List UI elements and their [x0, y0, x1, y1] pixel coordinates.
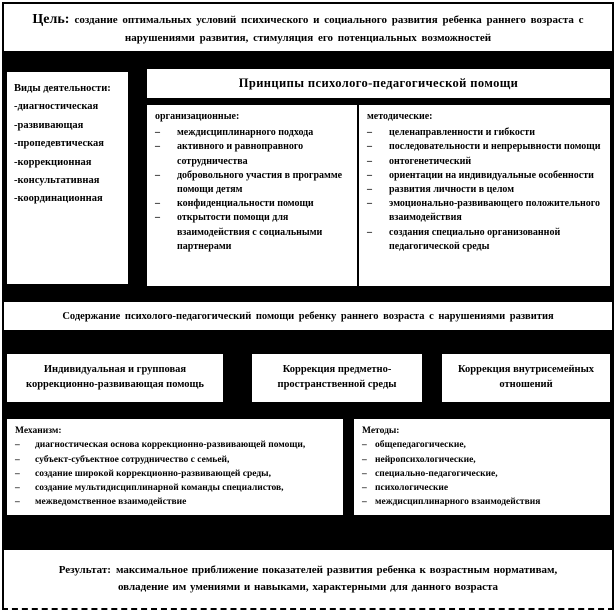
principles-title: Принципы психолого-педагогической помощи	[238, 76, 519, 90]
goal-box	[2, 2, 614, 53]
result-box	[2, 548, 614, 610]
content-band-text: Содержание психолого-педагогический помощи ребенку раннего возраста с нарушениями развития	[62, 310, 554, 322]
direction-box-text: Индивидуальная и групповая коррекционно-развивающая помощь	[26, 364, 204, 390]
principle-item: – междисциплинарного подхода	[155, 126, 353, 140]
dash-bullet: –	[367, 226, 372, 238]
mechanism-item: – межведомственное взаимодействие	[15, 495, 339, 509]
method-item: – специально-педагогические,	[362, 467, 606, 481]
principle-item: – развития личности в целом	[367, 183, 606, 197]
activity-item: -консультативная	[14, 174, 100, 186]
method-item: – психологические	[362, 481, 606, 495]
organizational-principles-column	[147, 105, 359, 286]
direction-box-environment-correction	[250, 352, 424, 404]
mechanism-item: – создание мультидисциплинарной команды специалистов,	[15, 481, 339, 495]
mechanism-item: – диагностическая основа коррекционно-развивающей помощи,	[15, 438, 339, 452]
dash-bullet: –	[367, 155, 372, 167]
dash-bullet: –	[155, 198, 160, 210]
principle-item: – последовательности и непрерывности помощи	[367, 140, 606, 154]
principles-body-box	[145, 103, 612, 288]
dash-bullet: –	[367, 183, 372, 195]
dash-bullet: –	[367, 169, 372, 181]
dash-bullet: –	[362, 497, 367, 508]
mechanism-item: – субъект-субъектное сотрудничество с семьей,	[15, 453, 339, 467]
methodical-title: методические:	[367, 111, 433, 122]
dash-bullet: –	[367, 127, 372, 139]
mechanism-box	[5, 417, 345, 517]
activity-item: -диагностическая	[14, 101, 99, 113]
method-item: – нейропсихологические,	[362, 453, 606, 467]
dash-bullet: –	[155, 169, 160, 181]
methods-box	[352, 417, 612, 517]
goal-label: Цель:	[32, 11, 70, 27]
direction-box-text: Коррекция внутрисемейных отношений	[457, 364, 595, 390]
dash-bullet: –	[362, 454, 367, 465]
dash-bullet: –	[367, 198, 372, 210]
principles-header-box	[145, 67, 612, 100]
dash-bullet: –	[15, 483, 20, 493]
principle-item: – онтогенетический	[367, 155, 606, 169]
mechanism-title: Механизм:	[15, 426, 62, 436]
dash-bullet: –	[155, 212, 160, 224]
activity-item: -коррекционная	[14, 156, 92, 168]
activity-item: -координационная	[14, 193, 103, 205]
organizational-title: организационные:	[155, 111, 240, 122]
dash-bullet: –	[15, 454, 20, 465]
activities-title: Виды деятельности:	[14, 83, 111, 94]
principle-item: – добровольного участия в программе помощи детям	[155, 169, 353, 197]
goal-text-block	[28, 9, 588, 47]
result-label: Результат:	[58, 563, 111, 576]
result-text: максимальное приближение показателей развития ребенка к возрастным нормативам, овладение им умениями и навыками, характерными для данного возраста	[115, 563, 558, 593]
dash-bullet: –	[155, 127, 160, 139]
goal-text: создание оптимальных условий психического и социального развития ребенка раннего возраста с нарушениями развития, стимуляция его потенциальных возможностей	[74, 13, 584, 44]
dash-bullet: –	[367, 141, 372, 153]
dash-bullet: –	[15, 497, 20, 508]
content-band-box	[2, 300, 614, 332]
activity-item: -пропедевтическая	[14, 138, 104, 150]
result-text-block	[32, 562, 584, 596]
dash-bullet: –	[362, 440, 367, 451]
dash-bullet: –	[155, 141, 160, 153]
activity-item: -развивающая	[14, 119, 84, 131]
dash-bullet: –	[15, 468, 20, 479]
direction-box-text: Коррекция предметно-пространственной среды	[277, 364, 397, 390]
dash-bullet: –	[362, 483, 367, 493]
methodical-principles-column	[359, 105, 610, 286]
methods-title: Методы:	[362, 426, 400, 436]
dash-bullet: –	[362, 468, 367, 479]
dash-bullet: –	[15, 440, 20, 451]
method-item: – общепедагогические,	[362, 438, 606, 452]
principle-item: – создания специально организованной педагогической среды	[367, 226, 606, 254]
principle-item: – ориентации на индивидуальные особенности	[367, 169, 606, 183]
principle-item: – активного и равноправного сотрудничества	[155, 140, 353, 168]
method-item: – междисциплинарного взаимодействия	[362, 495, 606, 509]
activities-box	[5, 70, 130, 286]
direction-box-individual-group-help	[5, 352, 225, 404]
principle-item: – целенаправленности и гибкости	[367, 126, 606, 140]
principle-item: – эмоционально-развивающего положительного взаимодействия	[367, 197, 606, 225]
direction-box-family-relations-correction	[440, 352, 612, 404]
principle-item: – конфиденциальности помощи	[155, 197, 353, 211]
principle-item: – открытости помощи для взаимодействия с социальными партнерами	[155, 211, 353, 254]
mechanism-item: – создание широкой коррекционно-развивающей среды,	[15, 467, 339, 481]
